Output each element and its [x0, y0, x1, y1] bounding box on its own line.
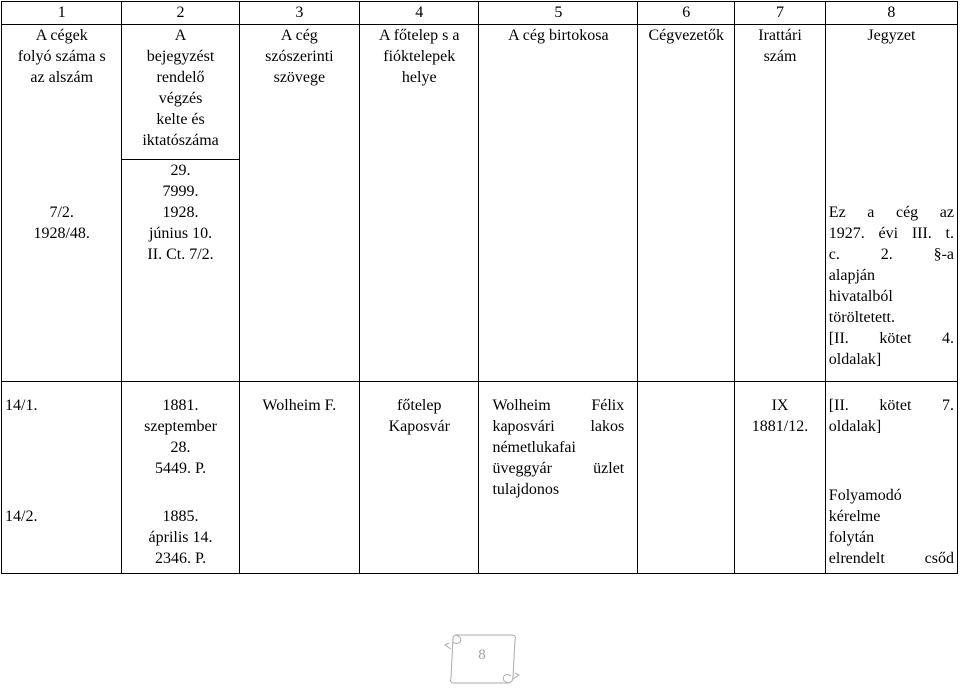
header-ceg-szovege: A cég szószerinti szövege: [239, 25, 359, 160]
entry-cell: [735, 382, 826, 574]
column-number: 1: [2, 2, 122, 25]
owner-line: kaposvári lakos: [492, 418, 625, 435]
header-bejegyzes: A bejegyzést rendelő végzés kelte és iktatószáma: [122, 25, 239, 160]
owner: [482, 395, 634, 500]
entry-cell: [239, 159, 359, 382]
owner-line: tulajdonos: [492, 481, 560, 498]
page-number: 8: [478, 647, 486, 663]
column-number: 5: [479, 2, 638, 25]
column-number: 7: [735, 2, 826, 25]
note-line: 1927. évi III. t.: [828, 225, 954, 242]
note-line: folytán: [828, 529, 875, 546]
column-number: 2: [122, 2, 239, 25]
note-line: Folyamodó: [828, 487, 902, 504]
entry-cell: [638, 159, 735, 382]
note-line: oldalak]: [828, 351, 882, 368]
owner-line: németlukafai: [492, 439, 576, 456]
header-birtokos: A cég birtokosa: [479, 25, 638, 160]
entry-note-cell: [825, 159, 957, 382]
note-line: alapján: [828, 267, 875, 284]
note-line: [II. kötet 4.: [828, 330, 954, 347]
owner-line: üveggyár üzlet: [492, 460, 625, 477]
note-line: oldalak]: [828, 418, 882, 435]
entry-number: 14/2.: [5, 508, 38, 525]
entry-decree: 1885. április 14. 2346. P.: [148, 508, 213, 567]
register-table: [1, 1, 958, 574]
entry-cell: [2, 382, 122, 574]
entry-cell: [122, 382, 239, 574]
header-jegyzet: Jegyzet: [825, 25, 957, 160]
entry-note: [829, 202, 954, 370]
entry-number: 7/2. 1928/48.: [33, 204, 90, 242]
entry-note: [829, 395, 954, 437]
note-line: töröltetett.: [828, 309, 895, 326]
entry-cell: [479, 159, 638, 382]
entry-cell: [360, 159, 479, 382]
column-number: 4: [360, 2, 479, 25]
entry-row: [2, 382, 958, 574]
entry-row: [2, 159, 958, 382]
note-line: [II. kötet 7.: [828, 397, 954, 414]
column-number: 8: [825, 2, 957, 25]
entry-cell: [2, 159, 122, 382]
note-line: hivatalból: [828, 288, 893, 305]
note-line: c. 2. §-a: [828, 246, 954, 263]
column-number-row: [2, 2, 958, 25]
header-fotelep: A főtelep s a fióktelepek helye: [360, 25, 479, 160]
page-number-ornament: [443, 633, 521, 688]
note-line: Ez a cég az: [828, 204, 954, 221]
entry-cell: [638, 382, 735, 574]
company-name: Wolheim F.: [262, 397, 337, 414]
entry-decree: 1928. június 10. II. Ct. 7/2.: [147, 203, 214, 263]
entry-cell: [360, 382, 479, 574]
note-line: elrendelt csőd: [828, 550, 954, 567]
entry-number: 14/1.: [5, 397, 38, 414]
entry-decree: 1881. szeptember 28. 5449. P.: [144, 397, 217, 477]
entry-cell: [122, 159, 239, 382]
entry-note: [829, 485, 954, 569]
header-folyo-szam: A cégek folyó száma s az alszám: [2, 25, 122, 160]
entry-cell: [239, 382, 359, 574]
owner-line: Wolheim Félix: [492, 397, 625, 414]
header-cegvezetok: Cégvezetők: [638, 25, 735, 160]
column-number: 3: [239, 2, 359, 25]
entry-note-cell: [825, 382, 957, 574]
column-number: 6: [638, 2, 735, 25]
headquarters: főtelep Kaposvár: [388, 397, 450, 435]
entry-reference: 29. 7999.: [162, 161, 199, 200]
entry-cell: [735, 159, 826, 382]
note-line: kérelme: [828, 508, 881, 525]
entry-cell: [479, 382, 638, 574]
archive-number: IX 1881/12.: [751, 397, 809, 435]
header-row: [2, 25, 958, 160]
header-irattari-szam: Irattári szám: [735, 25, 826, 160]
